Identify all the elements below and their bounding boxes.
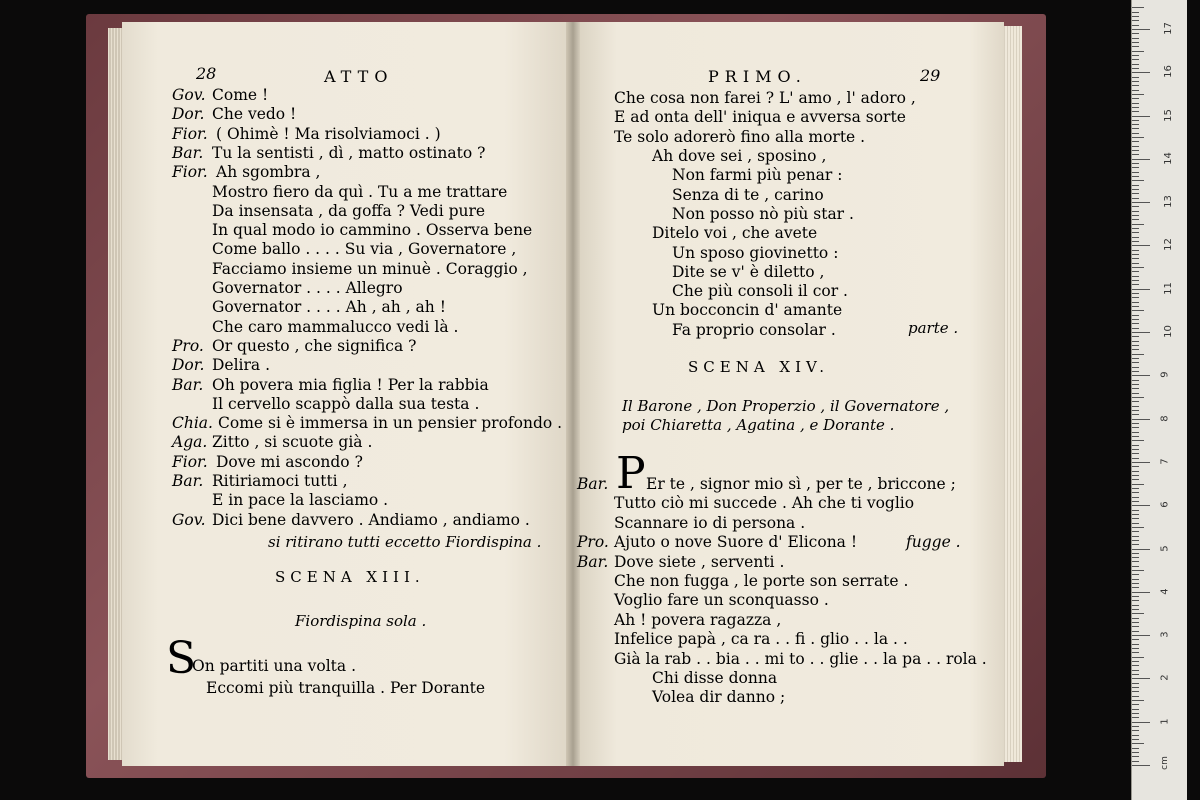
ruler-tick (1132, 739, 1139, 740)
ruler-tick (1132, 414, 1139, 415)
ruler-tick (1132, 514, 1139, 515)
text-line: Mostro fiero da quì . Tu a me trattare (212, 182, 508, 201)
ruler-tick (1132, 717, 1139, 718)
ruler-tick (1132, 336, 1139, 337)
ruler-tick (1132, 12, 1139, 13)
ruler-tick (1132, 367, 1139, 368)
ruler-tick (1132, 159, 1150, 160)
ruler-tick (1132, 527, 1144, 528)
ruler-tick (1132, 561, 1139, 562)
ruler-tick (1132, 501, 1139, 502)
drop-cap-s: S (166, 633, 197, 684)
ruler-tick (1132, 55, 1139, 56)
ruler-tick (1132, 579, 1139, 580)
ruler-number: 1 (1159, 718, 1171, 725)
ruler-number: 14 (1162, 151, 1174, 165)
speaker-label: Dor. (172, 105, 205, 124)
text-line: Ah ! povera ragazza , (614, 610, 782, 629)
text-line: Eccomi più tranquilla . Per Dorante (206, 679, 486, 697)
ruler-tick (1132, 683, 1139, 684)
ruler-number: 16 (1162, 65, 1174, 79)
text-line: Tu la sentisti , dì , matto ostinato ? (212, 143, 486, 162)
ruler-tick (1132, 540, 1139, 541)
ruler-tick (1132, 713, 1139, 714)
ruler-tick (1132, 687, 1139, 688)
text-line: Dici bene davvero . Andiamo , andiamo . (212, 510, 530, 529)
ruler-tick (1132, 458, 1139, 459)
ruler-tick (1132, 531, 1139, 532)
ruler-tick (1132, 98, 1139, 99)
ruler-tick (1132, 587, 1139, 588)
text-line: Te solo adorerò fino alla morte . (614, 127, 866, 146)
aria-line: Ditelo voi , che avete (652, 224, 818, 243)
running-head-left: ATTO (324, 67, 394, 86)
ruler-tick (1132, 484, 1144, 485)
ruler-tick (1132, 29, 1150, 30)
text-line: Che caro mammalucco vedi là . (212, 317, 459, 336)
text-line: Zitto , si scuote già . (212, 433, 373, 452)
speaker-label: Bar. (172, 143, 204, 162)
ruler-tick (1132, 46, 1139, 47)
speaker-label: Fior. (172, 124, 208, 143)
speaker-label: Fior. (172, 452, 208, 471)
ruler-tick (1132, 310, 1144, 311)
text-line: Tutto ciò mi succede . Ah che ti voglio (614, 494, 915, 513)
ruler-tick (1132, 20, 1139, 21)
page-edges-left (108, 28, 122, 760)
text-line: Facciamo insieme un minuè . Coraggio , (212, 259, 528, 278)
speaker-label: Bar. (172, 375, 204, 394)
text-line: Che vedo ! (212, 105, 297, 124)
scene-cast-line1: Il Barone , Don Properzio , il Governatore , (622, 397, 950, 415)
text-line: Come ballo . . . . Su via , Governatore , (212, 240, 517, 259)
ruler-tick (1132, 397, 1144, 398)
ruler-tick (1132, 449, 1139, 450)
ruler-tick (1132, 657, 1144, 658)
ruler-tick (1132, 150, 1139, 151)
text-line: Governator . . . . Ah , ah , ah ! (212, 298, 446, 317)
ruler-number: 6 (1159, 501, 1171, 508)
ruler-tick (1132, 475, 1139, 476)
page-edges-right (1004, 26, 1022, 762)
ruler-tick (1132, 319, 1139, 320)
text-line: Chi disse donna (652, 669, 778, 687)
drop-cap-p: P (616, 448, 646, 499)
ruler-tick (1132, 302, 1139, 303)
ruler-tick (1132, 648, 1139, 649)
ruler-tick (1132, 652, 1139, 653)
ruler-tick (1132, 384, 1139, 385)
ruler-tick (1132, 345, 1139, 346)
ruler-tick (1132, 410, 1139, 411)
ruler-tick (1132, 756, 1139, 757)
ruler-tick (1132, 349, 1139, 350)
ruler-tick (1132, 72, 1150, 73)
text-line: Volea dir danno ; (652, 688, 786, 707)
ruler-tick (1132, 185, 1139, 186)
ruler-tick (1132, 103, 1139, 104)
ruler-tick (1132, 743, 1144, 744)
speaker-label: Gov. (172, 510, 206, 529)
speaker-label: Aga. (172, 433, 208, 452)
ruler-tick (1132, 189, 1139, 190)
ruler-tick (1132, 704, 1139, 705)
stage-aside: fugge . (906, 533, 961, 552)
ruler-tick (1132, 51, 1144, 52)
ruler-tick (1132, 609, 1139, 610)
ruler-tick (1132, 553, 1139, 554)
ruler-tick (1132, 726, 1139, 727)
text-line: Già la rab . . bia . . mi to . . glie . . la pa . . rola . (614, 649, 987, 668)
text-line: Governator . . . . Allegro (212, 279, 403, 297)
ruler-tick (1132, 722, 1150, 723)
ruler-tick (1132, 128, 1139, 129)
aria-line: Che più consoli il cor . (672, 282, 848, 301)
ruler-tick (1132, 146, 1139, 147)
aria-line: Non farmi più penar : (672, 166, 843, 185)
ruler-tick (1132, 600, 1139, 601)
ruler-tick (1132, 250, 1139, 251)
ruler-tick (1132, 42, 1139, 43)
ruler-tick (1132, 510, 1139, 511)
ruler-tick (1132, 544, 1139, 545)
ruler-tick (1132, 730, 1139, 731)
ruler-tick (1132, 574, 1139, 575)
ruler-tick (1132, 254, 1139, 255)
ruler-tick (1132, 85, 1139, 86)
ruler-tick (1132, 557, 1139, 558)
ruler-tick (1132, 180, 1144, 181)
ruler-tick (1132, 761, 1139, 762)
ruler-tick (1132, 276, 1139, 277)
ruler-number: 5 (1159, 544, 1171, 552)
ruler-tick (1132, 765, 1150, 766)
ruler-number: 8 (1159, 414, 1171, 422)
ruler-tick (1132, 358, 1139, 359)
ruler-tick (1132, 133, 1139, 134)
ruler-tick (1132, 613, 1144, 614)
text-line: On partiti una volta . (192, 657, 356, 675)
ruler-tick (1132, 323, 1139, 324)
text-line: Scannare io di persona . (614, 513, 806, 532)
text-line: Oh povera mia figlia ! Per la rabbia (212, 375, 489, 394)
ruler-tick (1132, 406, 1139, 407)
text-line: Delira . (212, 356, 271, 375)
ruler-tick (1132, 116, 1150, 117)
book-gutter (566, 22, 580, 766)
text-line: Dove mi ascondo ? (216, 452, 363, 471)
ruler-tick (1132, 423, 1139, 424)
speaker-label: Pro. (577, 533, 609, 552)
ruler-tick (1132, 7, 1144, 8)
speaker-label: Gov. (172, 86, 206, 104)
ruler-tick (1132, 388, 1139, 389)
ruler-number: 13 (1162, 195, 1174, 208)
text-line: Da insensata , da goffa ? Vedi pure (212, 201, 486, 220)
ruler-tick (1132, 401, 1139, 402)
ruler-tick (1132, 735, 1139, 736)
ruler-tick (1132, 25, 1139, 26)
ruler-tick (1132, 219, 1139, 220)
ruler-tick (1132, 332, 1150, 333)
ruler-tick (1132, 172, 1139, 173)
ruler-tick (1132, 16, 1139, 17)
ruler-tick (1132, 297, 1139, 298)
ruler-number: 7 (1159, 458, 1171, 465)
aria-line: Un bocconcin d' amante (652, 301, 843, 320)
ruler-tick (1132, 328, 1139, 329)
ruler-tick (1132, 583, 1139, 584)
aria-line: Dite se v' è diletto , (672, 262, 825, 281)
aria-line: Ah dove sei , sposino , (652, 147, 827, 165)
ruler-tick (1132, 445, 1139, 446)
ruler-tick (1132, 228, 1139, 229)
ruler-tick (1132, 605, 1139, 606)
ruler-tick (1132, 362, 1139, 363)
ruler-tick (1132, 549, 1150, 550)
speaker-label: Chia. (172, 414, 213, 433)
ruler-tick (1132, 167, 1139, 168)
ruler-number: 3 (1159, 631, 1171, 638)
text-line: Come ! (212, 86, 269, 104)
ruler-tick (1132, 622, 1139, 623)
page-number-right: 29 (920, 66, 941, 85)
text-line: Che cosa non farei ? L' amo , l' adoro , (614, 89, 916, 107)
ruler-tick (1132, 661, 1139, 662)
ruler-tick (1132, 120, 1139, 121)
ruler-tick (1132, 90, 1139, 91)
ruler-tick (1132, 536, 1139, 537)
ruler-tick (1132, 59, 1139, 60)
ruler-tick (1132, 280, 1139, 281)
ruler-tick (1132, 639, 1139, 640)
scene-cast-line2: poi Chiaretta , Agatina , e Dorante . (622, 416, 895, 434)
ruler-tick (1132, 678, 1150, 679)
ruler-tick (1132, 665, 1139, 666)
text-line: Il cervello scappò dalla sua testa . (212, 394, 480, 413)
ruler-number: 15 (1162, 108, 1174, 122)
ruler-tick (1132, 341, 1139, 342)
ruler-tick (1132, 284, 1139, 285)
aria-exit: parte . (908, 319, 959, 337)
text-line: Infelice papà , ca ra . . fi . glio . . la . . (614, 630, 908, 649)
text-line: Come si è immersa in un pensier profondo . (218, 414, 563, 433)
ruler-tick (1132, 566, 1139, 567)
ruler-tick (1132, 518, 1139, 519)
ruler-tick (1132, 306, 1139, 307)
aria-line: Un sposo giovinetto : (672, 243, 839, 262)
speaker-label: Dor. (172, 356, 205, 375)
ruler-tick (1132, 206, 1139, 207)
ruler-tick (1132, 258, 1139, 259)
ruler-tick (1132, 626, 1139, 627)
ruler-tick (1132, 315, 1139, 316)
ruler-tick (1132, 141, 1139, 142)
text-line: Che non fugga , le porte son serrate . (614, 572, 909, 590)
ruler-tick (1132, 224, 1144, 225)
text-line: In qual modo io cammino . Osserva bene (212, 221, 533, 240)
measuring-ruler (1131, 0, 1187, 800)
ruler-tick (1132, 471, 1139, 472)
ruler-tick (1132, 111, 1139, 112)
ruler-tick (1132, 393, 1139, 394)
aria-line: Fa proprio consolar . (672, 320, 836, 339)
ruler-tick (1132, 81, 1139, 82)
ruler-number: 10 (1162, 325, 1174, 338)
ruler-tick (1132, 267, 1144, 268)
ruler-tick (1132, 505, 1150, 506)
text-line: Or questo , che significa ? (212, 336, 417, 355)
ruler-tick (1132, 211, 1139, 212)
ruler-number: 12 (1162, 238, 1174, 252)
scene-title-xiv: SCENA XIV. (688, 358, 830, 376)
ruler-tick (1132, 497, 1139, 498)
ruler-tick (1132, 154, 1139, 155)
ruler-tick (1132, 596, 1139, 597)
ruler-tick (1132, 709, 1139, 710)
speaker-label: Bar. (577, 552, 609, 571)
ruler-tick (1132, 215, 1139, 216)
text-line: Ah sgombra , (216, 163, 321, 182)
ruler-tick (1132, 107, 1139, 108)
ruler-tick (1132, 427, 1139, 428)
ruler-tick (1132, 375, 1150, 376)
ruler-tick (1132, 77, 1139, 78)
ruler-tick (1132, 33, 1139, 34)
ruler-tick (1132, 289, 1150, 290)
aria-line: Non posso nò più star . (672, 204, 854, 223)
ruler-number: 2 (1159, 674, 1171, 682)
ruler-tick (1132, 631, 1139, 632)
speaker-label: Bar. (172, 472, 204, 490)
ruler-tick (1132, 419, 1150, 420)
speaker-label: Fior. (172, 163, 208, 182)
text-line: Voglio fare un sconquasso . (614, 591, 829, 610)
text-line: Dove siete , serventi . (614, 552, 785, 571)
ruler-tick (1132, 523, 1139, 524)
ruler-tick (1132, 380, 1139, 381)
scene-cast-xiii: Fiordispina sola . (295, 612, 427, 630)
ruler-tick (1132, 94, 1144, 95)
ruler-tick (1132, 440, 1144, 441)
ruler-tick (1132, 488, 1139, 489)
ruler-tick (1132, 570, 1144, 571)
ruler-tick (1132, 436, 1139, 437)
ruler-tick (1132, 241, 1139, 242)
ruler-tick (1132, 371, 1139, 372)
ruler-tick (1132, 193, 1139, 194)
ruler-tick (1132, 674, 1139, 675)
ruler-tick (1132, 232, 1139, 233)
scene-title-xiii: SCENA XIII. (275, 568, 425, 586)
ruler-tick (1132, 245, 1150, 246)
page-number-left: 28 (196, 64, 217, 83)
ruler-tick (1132, 670, 1139, 671)
text-line: E ad onta dell' iniqua e avversa sorte (614, 108, 906, 127)
text-line: E in pace la lasciamo . (212, 491, 389, 510)
ruler-tick (1132, 202, 1150, 203)
ruler-tick (1132, 263, 1139, 264)
ruler-number: 4 (1159, 588, 1171, 595)
ruler-number: 11 (1162, 281, 1174, 295)
text-line: Er te , signor mio sì , per te , briccone ; (646, 475, 956, 493)
ruler-tick (1132, 618, 1139, 619)
aria-line: Senza di te , carino (672, 185, 824, 204)
ruler-number: 17 (1162, 22, 1174, 35)
ruler-tick (1132, 237, 1139, 238)
ruler-tick (1132, 124, 1139, 125)
text-line: ( Ohimè ! Ma risolviamoci . ) (216, 124, 441, 143)
ruler-tick (1132, 453, 1139, 454)
stage-direction: si ritirano tutti eccetto Fiordispina . (268, 533, 542, 551)
text-line: Ritiriamoci tutti , (212, 472, 348, 490)
ruler-tick (1132, 691, 1139, 692)
ruler-tick (1132, 198, 1139, 199)
ruler-tick (1132, 68, 1139, 69)
ruler-tick (1132, 635, 1150, 636)
ruler-tick (1132, 137, 1144, 138)
ruler-tick (1132, 163, 1139, 164)
ruler-tick (1132, 466, 1139, 467)
ruler-unit: cm (1159, 756, 1170, 770)
ruler-tick (1132, 38, 1139, 39)
ruler-tick (1132, 644, 1139, 645)
running-head-right: PRIMO. (708, 67, 807, 86)
ruler-tick (1132, 271, 1139, 272)
ruler-tick (1132, 354, 1144, 355)
ruler-tick (1132, 592, 1150, 593)
ruler-tick (1132, 293, 1139, 294)
ruler-tick (1132, 432, 1139, 433)
ruler-number: 9 (1159, 371, 1171, 378)
ruler-tick (1132, 748, 1139, 749)
speaker-label: Pro. (172, 336, 204, 355)
speaker-label: Bar. (577, 475, 609, 493)
ruler-tick (1132, 176, 1139, 177)
ruler-tick (1132, 64, 1139, 65)
ruler-tick (1132, 479, 1139, 480)
ruler-tick (1132, 696, 1139, 697)
ruler-tick (1132, 492, 1139, 493)
ruler-tick (1132, 700, 1144, 701)
ruler-tick (1132, 462, 1150, 463)
ruler-tick (1132, 752, 1139, 753)
text-line: Ajuto o nove Suore d' Elicona ! (614, 533, 858, 552)
